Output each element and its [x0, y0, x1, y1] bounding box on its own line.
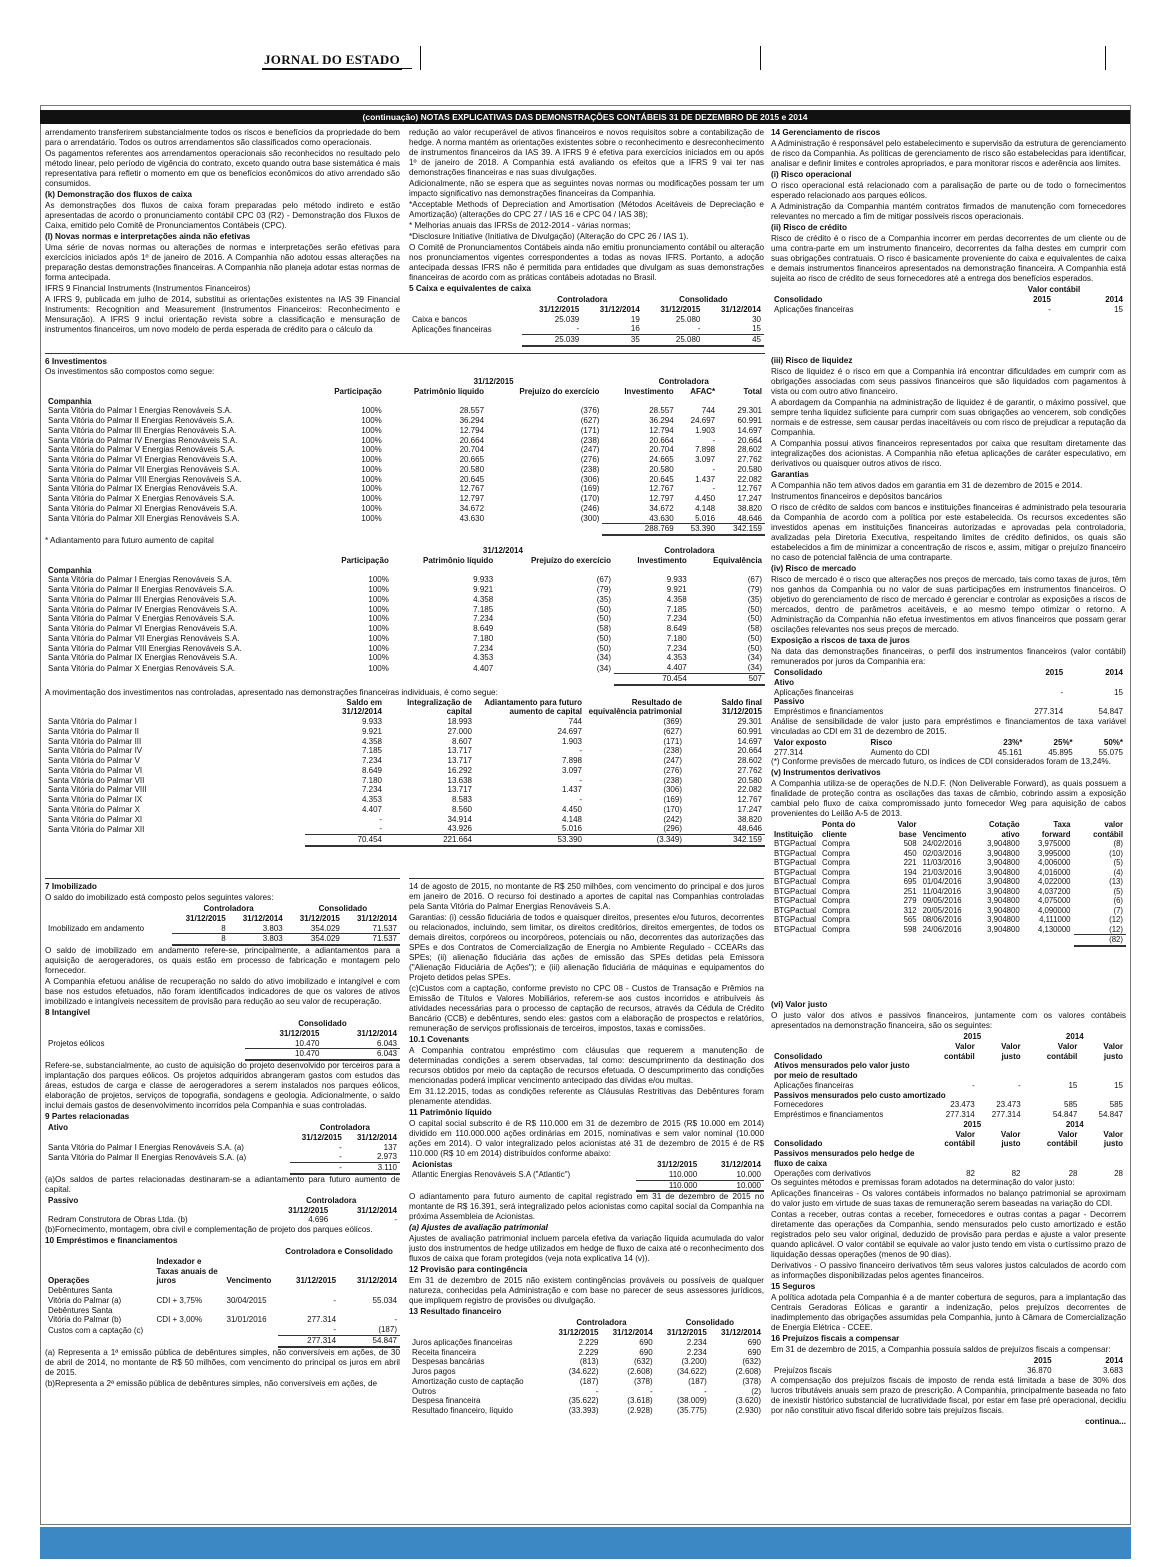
paragraph: Derivativos - O passivo financeiro derivativos têm seus valores justos calculados de acordo com as informações disponibilizadas pelos agentes financeiros. [771, 1261, 1126, 1281]
column-header: 31/12/2015 [539, 304, 580, 314]
divider [45, 353, 765, 354]
table-row: Santa Vitória do Palmar VII Energias Renováveis S.A. 100% 20.580 (238) 20.580 - 20.580 [48, 464, 762, 474]
heading-note-14: 14 Gerenciamento de riscos [771, 128, 881, 137]
table-row: Redram Construtora de Obras Ltda. (b) 4.696 - [48, 1215, 397, 1225]
column-header: 31/12/2015 [660, 304, 701, 314]
table-row: Debêntures Santa [48, 1286, 113, 1295]
table-row: BTGPactual Compra 279 09/05/2016 3,904800 4,075000 (6) [774, 896, 1123, 906]
investments-2015-table: 31/12/2015 Controladora Participação Patrimônio líquido Prejuízo do exercício Investimento AFAC* Total Companhia Santa Vitória do Palmar I Energias Renováveis S.A. 100% 28.557 (376) 28.557 744 29.301 Santa Vitória do Palmar II Energias Renováveis S.A. 100% 36.294 (627) 36.294 24.697 60.991 Santa Vitória do Palmar III Energias Renováveis S.A. 100% 12.794 (171) 12.794 1.903 14.697 Santa Vitória do Palmar IV Energias Renováveis S.A. 100% 20.664 (238) 20.664 - 20.664 Santa Vitória do Palmar V Energias Renováveis S.A. 100% 20.704 (247) 20.704 7.898 28.602 Santa Vitória do Palmar VI Energias Renováveis S.A. 100% 20.665 (276) 24.665 3.097 27.762 Santa Vitória do Palmar VII Energias Renováveis S.A. 100% 20.580 (238) 20.580 - 20.580 Santa Vitória do Palmar VIII Energias Renováveis S.A. 100% 20.645 (306) 20.645 1.437 22.082 Santa Vitória do Palmar IX Energias Renováveis S.A. 100% 12.767 (169) 12.767 - 12.767 Santa Vitória do Palmar X Energias Renováveis S.A. 100% 12.797 (170) 12.797 4.450 17.247 Santa Vitória do Palmar XI Energias Renováveis S.A. 100% 34.672 (246) 34.672 4.148 38.820 Santa Vitória do Palmar XII Energias Renováveis S.A. 100% 43.630 (300) 43.630 5.016 48.646 288.769 53.390 342.159 [45, 377, 765, 536]
table-row: BTGPactual Compra 695 01/04/2016 3,904800 4,022000 (13) [774, 877, 1123, 887]
heading-note-12: 12 Provisão para contingência [409, 1265, 528, 1275]
related-parties-liabilities-table: Passivo Controladora 31/12/2015 31/12/2014 Redram Construtora de Obras Ltda. (b) 4.696 - [45, 1196, 400, 1225]
column-header: 31/12/2014 [599, 304, 640, 314]
table-row: BTGPactual Compra 221 11/03/2016 3,904800 4,006000 (5) [774, 858, 1123, 868]
table-row: BTGPactual Compra 251 11/04/2016 3,904800 4,037200 (5) [774, 886, 1123, 896]
paragraph: A Companhia utiliza-se de operações de N.D.F. (Non Deliverable Forward), as quais possuem a finalidade de proteção contra as oscilações das taxas de câmbio, cobrindo assim a exposição cambial pelo fluxo de caixa compromissado junto fornecedor Weg para aquisição de cabos provenientes do Leilão A-5 de 2013. [771, 779, 1126, 819]
heading-note-9: 9 Partes relacionadas [45, 1112, 130, 1121]
heading-note-15: 15 Seguros [771, 1282, 816, 1292]
table-row: BTGPactual Compra 194 21/03/2016 3,904800 4,016000 (4) [774, 867, 1123, 877]
table-row: Fornecedores 23.473 23.473 585 585 [774, 1100, 1123, 1110]
table-row: Caixa e bancos 25.039 19 25.080 30 [412, 314, 761, 324]
investments-movement-table: Saldo em 31/12/2014 Integralização de capital Adiantamento para futuro aumento de capital Resultado de equivalência patrimonial Saldo final 31/12/2015 Santa Vitória do Palmar I 9.933 18.993 744 (369) 29.301 Santa Vitória do Palmar II 9.921 27.000 24.697 (627) 60.991 Santa Vitória do Palmar III 4.358 8.607 1.903 (171) 14.697 Santa Vitória do Palmar IV 7.185 13.717 - (238) 20.664 Santa Vitória do Palmar V 7.234 13.717 7.898 (247) 28.602 Santa Vitória do Palmar VI 8.649 16.292 3.097 (276) 27.762 Santa Vitória do Palmar VII 7.180 13.638 - (238) 20.580 Santa Vitória do Palmar VIII 7.234 13.717 1.437 (306) 22.082 Santa Vitória do Palmar IX 4.353 8.583 - (169) 12.767 Santa Vitória do Palmar X 4.407 8.560 4.450 (170) 17.247 Santa Vitória do Palmar XI - 34.914 4.148 (242) 38.820 Santa Vitória do Palmar XII - 43.926 5.016 (296) 48.646 70.454 221.664 53.390 (3.349) 342.159 [45, 698, 765, 847]
table-row: Santa Vitória do Palmar IV Energias Renováveis S.A. 100% 7.185 (50) 7.185 (50) [48, 604, 762, 614]
paragraph: 14 de agosto de 2015, no montante de R$ 250 milhões, com vencimento do principal e dos juros em janeiro de 2016. O recurso foi destinado a aportes de capital nas Companhias controladas pela Santa Vitória do Palmar Energias Renováveis S.A. [409, 882, 764, 911]
paragraph: (b)Representa a 2ª emissão pública de debêntures simples, não conversíveis em ações, de [45, 1378, 378, 1388]
heading-interest-exposure: Exposição a riscos de taxa de juros [771, 636, 910, 645]
table-total-row: 110.000 10.000 [409, 1180, 764, 1191]
table-row: BTGPactual Compra 598 24/06/2016 3,904800 4,130000 (12) [774, 924, 1123, 935]
note-6-investments [45, 350, 765, 870]
masthead-rule [262, 68, 412, 69]
paragraph: Uma série de novas normas ou alterações de normas e interpretações serão efetivas para exercícios iniciados após 1º de janeiro de 2016. A Companhia não adotou essas alterações na preparação destas demonstrações financeiras. A Companhia não planeja adotar estas normas de forma antecipada. [45, 243, 400, 282]
paragraph: Aplicações financeiras - Os valores contábeis informados no balanço patrimonial se aproximam do valor justo em virtude de suas taxas de remuneração serem baseadas na variação do CDI. [771, 1189, 1126, 1209]
paragraph: A compensação dos prejuízos fiscais de imposto de renda está limitada a base de 30% dos lucros tributáveis anuais sem prazo de prescrição. A Companhia, principalmente baseada no fato de inexistir histórico substancial de lucratividade fiscal, por estar em fase pré operacional, decidiu por não constituir ativo fiscal diferido sobre tais prejuízos fiscais. [771, 1375, 1126, 1415]
intangible-table: Consolidado 31/12/2015 31/12/2014 Projetos eólicos 10.470 6.043 10.470 6.043 [45, 1019, 400, 1061]
table-row: Santa Vitória do Palmar XII Energias Renováveis S.A. 100% 43.630 (300) 43.630 5.016 48.646 [48, 513, 762, 523]
table-row: Resultado financeiro, líquido (33.393) (2.928) (35.775) (2.930) [412, 1406, 761, 1415]
credit-risk-table: Valor contábil Consolidado 2015 2014 Aplicações financeiras - 15 [771, 285, 1126, 314]
column-2-lower [409, 875, 764, 1520]
table-total-row: 70.454 507 [45, 673, 765, 684]
masthead [40, 42, 1130, 72]
paragraph: A movimentação dos investimentos nas controladas, apresentado nas demonstrações financeiras individuais, é como segue: [45, 687, 498, 697]
heading-market-risk: (iv) Risco de mercado [771, 564, 857, 573]
paragraph: *Acceptable Methods of Depreciation and Amortisation (Métodos Aceitáveis de Depreciação e Amortização) (alterações do CPC 27 / IAS 16 e CPC 04 / IAS 38); [409, 200, 764, 219]
table-row: Santa Vitória do Palmar V 7.234 13.717 7.898 (247) 28.602 [48, 756, 762, 765]
table-row: Santa Vitória do Palmar II Energias Renováveis S.A. 100% 9.921 (79) 9.921 (79) [48, 585, 762, 594]
table-row: Receita financeira 2.229 690 2.234 690 [412, 1347, 761, 1357]
paragraph: A Companhia não tem ativos dados em garantia em 31 de dezembro de 2015 e 2014. [771, 481, 1083, 490]
paragraph: (c)Custos com a captação, conforme previsto no CPC 08 - Custos de Transação e Prêmios na Emissão de Títulos e Valores Mobiliários, referem-se aos custos incorridos e atribuíveis às atividades necessárias para o processo de captação de recursos, através da Cédula de Crédito Bancário (CCB) e debêntures, sendo eles: gastos com a elaboração de prospectos e relatórios, remuneração de serviços profissionais de terceiros, impostos, taxas e comissões. [409, 984, 764, 1033]
paragraph: O capital social subscrito é de R$ 110.000 em 31 de dezembro de 2015 (R$ 10.000 em 2014) dividido em 110.000.000 ações ordinárias em 2015, nominativas e sem valor nominal (10.000 ações em 2014). O valor integralizado pelos acionistas até 31 de dezembro de 2015 é de R$ 110.000 (R$ 10 em 2014) distribuídos conforme abaixo: [409, 1119, 764, 1158]
paragraph: Adicionalmente, não se espera que as seguintes novas normas ou modificações possam ter um impacto significativo nas demonstrações financeiras da Companhia. [409, 179, 764, 198]
table-total-row: - 3.110 [45, 1163, 400, 1174]
table-row: Santa Vitória do Palmar X 4.407 8.560 4.450 (170) 17.247 [48, 804, 762, 814]
table-row: Santa Vitória do Palmar I 9.933 18.993 744 (369) 29.301 [48, 717, 762, 726]
paragraph: O saldo de imobilizado em andamento refere-se, principalmente, a adiantamentos para a aquisição de aerogeradores, os quais estão em processo de fabricação e montagem pelo fornecedor. [45, 946, 400, 975]
table-row: Santa Vitória do Palmar II Energias Renováveis S.A. 100% 36.294 (627) 36.294 24.697 60.991 [48, 416, 762, 425]
paragraph: Em 31 de dezembro de 2015, a Companhia possuía saldos de prejuízos fiscais a compensar: [771, 1345, 1111, 1355]
table-row: Juros aplicações financeiras 2.229 690 2.234 690 [412, 1337, 761, 1347]
table-total-row: 70.454 221.664 53.390 (3.349) 342.159 [45, 835, 765, 846]
table-total-row: (82) [771, 935, 1126, 946]
interest-exposure-table: Consolidado 2015 2014 Ativo Aplicações financeiras - 15 Passivo Empréstimos e financiamentos 277.314 54.847 [771, 668, 1126, 717]
paragraph: A Administração da Companhia mantém contratos firmados de manutenção com fornecedores relevantes no mercado a fim de mitigar possíveis riscos operacionais. [771, 202, 1126, 221]
table-row: Amortização custo de captação (187) (378) (187) (378) [412, 1376, 761, 1386]
table-row: Projetos eólicos 10.470 6.043 [48, 1038, 397, 1048]
section-title-bar: (continuação) NOTAS EXPLICATIVAS DAS DEMONSTRAÇÕES CONTÁBEIS 31 DE DEZEMBRO DE 2015 e 2014 [40, 110, 1130, 124]
table-row: Imobilizado em andamento 8 3.803 354.029 71.537 [48, 923, 397, 933]
heading-note-6: 6 Investimentos [45, 357, 107, 366]
heading-derivatives: (v) Instrumentos derivativos [771, 768, 881, 778]
table-row: Santa Vitória do Palmar VI Energias Renováveis S.A. 100% 8.649 (58) 8.649 (58) [48, 624, 762, 633]
masthead-divider [760, 46, 761, 70]
paragraph: * Melhorias anuais das IFRSs de 2012-2014 - várias normas; [409, 221, 631, 230]
derivatives-table: Instituição Ponta do cliente Valor base Vencimento Cotação ativo Taxa forward valor contábil BTGPactual Compra 508 24/02/2016 3,904800 3,975000 (8) BTGPactual Compra 450 02/03/2016 3,904800 3,995000 (10) BTGPactual Compra 221 11/03/2016 3,904800 4,006000 (5) BTGPactual Compra 194 21/03/2016 3,904800 4,016000 (4) BTGPactual Compra 695 01/04/2016 3,904800 4,022000 (13) BTGPactual Compra 251 11/04/2016 3,904800 4,037200 (5) BTGPactual Compra 279 09/05/2016 3,904800 4,075000 (6) BTGPactual Compra 312 20/05/2016 3,904800 4,090000 (7) BTGPactual Compra 565 08/06/2016 3,904800 4,111000 (12) BTGPactual Compra 598 24/06/2016 3,904800 4,130000 (12) (82) [771, 820, 1126, 947]
paragraph: (a) Representa a 1ª emissão pública de debêntures simples, não conversíveis em ações, de 30 de abril de 2014, no montante de R$ 50 milhões, com vencimento do principal os juros em abril de 2015. [45, 1347, 400, 1377]
table-total-row: 10.470 6.043 [45, 1049, 400, 1060]
table-row: Atlantic Energias Renováveis S.A ("Atlantic") 110.000 10.000 [412, 1169, 761, 1180]
cash-equivalents-table [409, 295, 764, 347]
paragraph: O Comitê de Pronunciamentos Contábeis ainda não emitiu pronunciamento contábil ou alteração nos pronunciamentos vigentes correspondentes a todas as novas IFRS. Portanto, a adoção antecipada dessas IFRS não é permitida para entidades que divulgam as suas demonstrações financeiras de acordo com as práticas contábeis adotadas no Brasil. [409, 243, 764, 282]
table-row: Aplicações financeiras - 16 - 15 [412, 324, 761, 334]
table-row: Aplicações financeiras - 15 [774, 304, 1123, 314]
column-3-middle [771, 356, 1126, 998]
table-row: Debêntures Santa [48, 1305, 113, 1315]
table-row: Juros pagos (34.622) (2.608) (34.622) (2.608) [412, 1367, 761, 1376]
paragraph: O risco de crédito de saldos com bancos e instituições financeiras é administrado pela tesouraria da Companhia de acordo com a política por este estabelecida. Os recursos excedentes são investidos apenas em instituições financeiras autorizadas e aprovadas pela controladoria, avalizadas pela Diretoria Executiva, respeitando limites de crédito definidos, os quais são estabelecidos a fim de minimizar a concentração de riscos e, assim, mitigar o prejuízo financeiro no caso de potencial falência de uma contraparte. [771, 503, 1126, 562]
table-row: Empréstimos e financiamentos 277.314 54.847 [774, 707, 1123, 716]
table-row: Operações com derivativos 82 82 28 28 [774, 1168, 1123, 1178]
table-row: Despesas bancárias (813) (632) (3.200) (632) [412, 1357, 761, 1367]
table-row: Santa Vitória do Palmar III Energias Renováveis S.A. 100% 12.794 (171) 12.794 1.903 14.697 [48, 425, 762, 435]
paragraph: Análise de sensibilidade de valor justo para empréstimos e financiamentos de taxa variável vinculadas ao CDI em 31 de dezembro de 2015. [771, 716, 1126, 736]
table-row: Santa Vitória do Palmar VI Energias Renováveis S.A. 100% 20.665 (276) 24.665 3.097 27.762 [48, 455, 762, 464]
column-3-top [771, 128, 1126, 356]
table-row: Santa Vitória do Palmar II 9.921 27.000 24.697 (627) 60.991 [48, 726, 762, 736]
related-parties-table: Ativo Controladora 31/12/2015 31/12/2014 Santa Vitória do Palmar I Energias Renováveis S.A. (a) - 137 Santa Vitória do Palmar II Energias Renováveis S.A. (a) - 2.973 - 3.110 [45, 1123, 400, 1175]
fair-value-table: 2015 2014 Consolidado Valor contábil Valor justo Valor contábil Valor justo Ativos mensurados pelo valor justo por meio de resultado Aplicações financeiras - - 15 15 Passivos mensurados pelo custo amortizado Fornecedores 23.473 23.473 585 585 Empréstimos e financiamentos 277.314 277.314 54.847 54.847 [771, 1032, 1126, 1120]
table-total-row: 288.769 53.390 342.159 [45, 524, 765, 535]
table-row: Santa Vitória do Palmar II Energias Renováveis S.A. (a) - 2.973 [48, 1152, 397, 1162]
table-row: Santa Vitória do Palmar IX Energias Renováveis S.A. 100% 12.767 (169) 12.767 - 12.767 [48, 484, 762, 494]
paragraph: Em 31.12.2015, todas as condições referente as Cláusulas Restritivas das Debêntures foram plenamente atendidas. [409, 1087, 764, 1106]
column-header: 31/12/2014 [720, 304, 761, 314]
table-row: Vitória do Palmar (b) CDI + 3,00% 31/01/2016 277.314 - [48, 1315, 397, 1325]
heading-operational-risk: (i) Risco operacional [771, 170, 852, 179]
table-row: Santa Vitória do Palmar IV Energias Renováveis S.A. 100% 20.664 (238) 20.664 - 20.664 [48, 435, 762, 445]
heading-note-5: 5 Caixa e equivalentes de caixa [409, 284, 531, 293]
table-row: Santa Vitória do Palmar XI - 34.914 4.148 (242) 38.820 [48, 814, 762, 824]
column-1-top [45, 128, 400, 348]
paragraph: *Disclosure Initiative (Initiativa de Divulgação) (Alteração do CPC 26 / IAS 1). [409, 232, 689, 241]
paragraph: Ajustes de avaliação patrimonial incluem parcela efetiva da variação líquida acumulada do valor justo dos instrumentos de hedge utilizados em hedge de fluxo de caixa até o reconhecimento dos fluxos de caixa que foram protegidos (veja nota explicativa 14 (v)). [409, 1234, 764, 1264]
table-row: Santa Vitória do Palmar X Energias Renováveis S.A. 100% 12.797 (170) 12.797 4.450 17.247 [48, 494, 762, 503]
table-row: Santa Vitória do Palmar VI 8.649 16.292 3.097 (276) 27.762 [48, 765, 762, 775]
loans-table: Controladora e Consolidado Operações Indexador e Taxas anuais de juros Vencimento 31/12/2015 31/12/2014 Debêntures Santa Vitória do Palmar (a) CDI + 3,75% 30/04/2015 - 55.034 Debêntures Santa Vitória do Palmar (b) CDI + 3,00% 31/01/2016 277.314 - Custos com a captação (c) - (187) 277.314 54.847 [45, 1247, 400, 1348]
heading-note-8: 8 Intangível [45, 1008, 91, 1017]
table-row: Aplicações financeiras - 15 [774, 687, 1123, 697]
table-total-row: 277.314 54.847 [45, 1335, 400, 1346]
table-row: Santa Vitória do Palmar I Energias Renováveis S.A. (a) - 137 [48, 1142, 397, 1152]
paragraph: O justo valor dos ativos e passivos financeiros, juntamente com os valores contábeis apresentados na demonstração financeira, são os seguintes: [771, 1011, 1126, 1030]
table-row: Santa Vitória do Palmar I Energias Renováveis S.A. 100% 28.557 (376) 28.557 744 29.301 [48, 406, 762, 416]
investments-2014-table: 31/12/2014 Controladora Participação Patrimônio líquido Prejuízo do exercício Investimento Equivalência Companhia Santa Vitória do Palmar I Energias Renováveis S.A. 100% 9.933 (67) 9.933 (67) Santa Vitória do Palmar II Energias Renováveis S.A. 100% 9.921 (79) 9.921 (79) Santa Vitória do Palmar III Energias Renováveis S.A. 100% 4.358 (35) 4.358 (35) Santa Vitória do Palmar IV Energias Renováveis S.A. 100% 7.185 (50) 7.185 (50) Santa Vitória do Palmar V Energias Renováveis S.A. 100% 7.234 (50) 7.234 (50) Santa Vitória do Palmar VI Energias Renováveis S.A. 100% 8.649 (58) 8.649 (58) Santa Vitória do Palmar VII Energias Renováveis S.A. 100% 7.180 (50) 7.180 (50) Santa Vitória do Palmar VIII Energias Renováveis S.A. 100% 7.234 (50) 7.234 (50) Santa Vitória do Palmar IX Energias Renováveis S.A. 100% 4.353 (34) 4.353 (34) Santa Vitória do Palmar X Energias Renováveis S.A. 100% 4.407 (34) 4.407 (34) 70.454 507 [45, 546, 765, 686]
paragraph: arrendamento transferirem substancialmente todos os riscos e benefícios da propriedade do bem para o arrendatário. Todos os outros arrendamentos são classificados como operacionais. [45, 128, 400, 147]
footnote: * Adiantamento para futuro aumento de capital [45, 536, 214, 545]
table-row: Santa Vitória do Palmar VII Energias Renováveis S.A. 100% 7.180 (50) 7.180 (50) [48, 633, 762, 643]
continued-label: continua... [1085, 1416, 1126, 1426]
paragraph: A Companhia contratou empréstimo com cláusulas que requerem a manutenção de determinadas condições a serem observadas, tal como: descumprimento da destinação dos recursos obtidos por meio da captação de recursos efetuada. O descumprimento das condições mencionadas poderá implicar vencimento antecipado das dívidas e/ou multas. [409, 1046, 764, 1085]
table-row: Santa Vitória do Palmar III Energias Renováveis S.A. 100% 4.358 (35) 4.358 (35) [48, 594, 762, 604]
newspaper-logo: JORNAL DO ESTADO [262, 52, 402, 70]
heading-credit-risk: (ii) Risco de crédito [771, 223, 847, 232]
shareholders-table: Acionistas 31/12/2015 31/12/2014 Atlantic Energias Renováveis S.A ("Atlantic") 110.000 10.000 110.000 10.000 [409, 1160, 764, 1192]
table-row: Santa Vitória do Palmar III 4.358 8.607 1.903 (171) 14.697 [48, 736, 762, 746]
paragraph: Os pagamentos referentes aos arrendamentos operacionais são reconhecidos no resultado pelo método linear, pelo período de vigência do contrato, exceto quando outra base sistemática é mais representativa para refletir o momento em que os benefícios econômicos do ativo arrendado são consumidos. [45, 149, 400, 188]
table-row: Empréstimos e financiamentos 277.314 277.314 54.847 54.847 [774, 1110, 1123, 1119]
table-row: Santa Vitória do Palmar V Energias Renováveis S.A. 100% 20.704 (247) 20.704 7.898 28.602 [48, 445, 762, 455]
paragraph: Os seguintes métodos e premissas foram adotados na determinação do valor justo: [771, 1178, 1075, 1188]
table-row: BTGPactual Compra 312 20/05/2016 3,904800 4,090000 (7) [774, 905, 1123, 915]
table-row: Santa Vitória do Palmar IX 4.353 8.583 - (169) 12.767 [48, 795, 762, 804]
heading-note-7: 7 Imobilizado [45, 882, 97, 891]
table-row: Vitória do Palmar (a) CDI + 3,75% 30/04/2015 - 55.034 [48, 1295, 397, 1305]
paragraph: A Companhia efetuou análise de recuperação no saldo do ativo imobilizado e intangível e com base nos estudos efetuados, não foram identificados indicadores de que os valores de ativos imobilizado e intangíveis necessitem de provisão para redução ao seu valor de recuperação. [45, 977, 400, 1006]
sensitivity-table: Valor exposto Risco 23%* 25%* 50%* 277.314 Aumento do CDI 45.161 45.895 55.075 [771, 738, 1126, 758]
paragraph: O adiantamento para futuro aumento de capital registrado em 31 de dezembro de 2015 no montante de R$ 16.391, será integralizado pelos acionistas como capital social da Companhia na próxima Assembleia de Acionistas. [409, 1192, 764, 1222]
paragraph: Garantias: (i) cessão fiduciária de todos e quaisquer direitos, presentes e/ou futuros, decorrentes ou relacionados, incluindo, sem limitar, os direitos creditórios, direitos emergentes, de todos os demais direitos, corpóreos ou incorpóreos, potenciais ou não, decorrentes das autorizações das SPEs e dos Contratos de Comercialização de Energia no Ambiente Regulado - CCEARs das SPEs; (ii) alienação fiduciária das ações de emissão das SPEs detidas pela Emissora ("Alienação Fiduciária de Ações"); e (iii) alienação fiduciária de máquinas e equipamentos do Projeto detidos pelas SPEs. [409, 913, 764, 982]
table-row: Prejuízos fiscais 36.870 3.683 [774, 1366, 1123, 1375]
table-row: BTGPactual Compra 565 08/06/2016 3,904800 4,111000 (12) [774, 915, 1123, 925]
paragraph: As demonstrações dos fluxos de caixa foram preparadas pelo método indireto e estão apresentadas de acordo o pronunciamento contábil CPC 03 (R2) - Demonstração dos Fluxos de Caixa, emitido pelo Comitê de Pronunciamentos Contábeis (CPC). [45, 201, 400, 230]
heading-valuation-adjustments: (a) Ajustes de avaliação patrimonial [409, 1223, 548, 1233]
footnote: (*) Conforme previsões de mercado futuro, os índices de CDI considerados foram de 13,24%. [771, 757, 1111, 767]
column-2-top [409, 128, 764, 348]
table-row: Santa Vitória do Palmar I Energias Renováveis S.A. 100% 9.933 (67) 9.933 (67) [48, 575, 762, 585]
table-row: Santa Vitória do Palmar VIII Energias Renováveis S.A. 100% 7.234 (50) 7.234 (50) [48, 643, 762, 653]
table-total-row: 25.039 35 25.080 45 [409, 335, 764, 346]
heading-cash-flow: (k) Demonstração dos fluxos de caixa [45, 190, 192, 199]
table-row: BTGPactual Compra 508 24/02/2016 3,904800 3,975000 (8) [774, 839, 1123, 849]
group-header: Consolidado [679, 295, 728, 304]
heading-covenants: 10.1 Covenants [409, 1035, 470, 1044]
paragraph: Risco de mercado é o risco que alterações nos preços de mercado, tais como taxas de juros, têm nos ganhos da Companhia ou no valor de suas participações em instrumentos financeiros. O objetivo do gerenciamento de risco de mercado é gerenciar e controlar as exposições a riscos de mercados, dentro de parâmetros aceitáveis, e ao mesmo tempo otimizar o retorno. A Administração da Companhia não efetua investimentos em ativos financeiros que possam gerar oscilações relevantes nos seus preços de mercado. [771, 575, 1126, 634]
table-row: Santa Vitória do Palmar IX Energias Renováveis S.A. 100% 4.353 (34) 4.353 (34) [48, 653, 762, 663]
paragraph: IFRS 9 Financial Instruments (Instrumentos Financeiros) [45, 284, 251, 293]
column-1-lower [45, 875, 400, 1520]
heading-note-10: 10 Empréstimos e financiamentos [45, 1236, 178, 1245]
paragraph: Em 31 de dezembro de 2015 não existem contingências prováveis ou possíveis de qualquer natureza, conhecidas pela Administração e com base no parecer de seus assessores jurídicos, que impliquem registro de provisões ou divulgação. [409, 1276, 764, 1306]
paragraph: A política adotada pela Companhia é a de manter cobertura de seguros, para a implantação das Centrais Geradoras Eólicas e garantir a indenização, pelos prejuízos decorrentes de inadimplemento das obrigações assumidas pela Companhia, junto à Câmara de Comercialização de Energia Elétrica - CCEE. [771, 1293, 1126, 1333]
paragraph: A IFRS 9, publicada em julho de 2014, substitui as orientações existentes na IAS 39 Financial Instruments: Recognition and Measurement (Instrumentos Financeiros: Reconhecimento e Mensuração). A IFRS 9 inclui orientação revista sobre a classificação e mensuração de instrumentos financeiros, um novo modelo de perda esperada de crédito para o cálculo da [45, 295, 400, 334]
heading-note-16: 16 Prejuízos fiscais a compensar [771, 1334, 900, 1344]
paragraph: O saldo do imobilizado está composto pelos seguintes valores: [45, 893, 274, 902]
paragraph: A abordagem da Companhia na administração de liquidez é de garantir, o máximo possível, que sempre tenha liquidez suficiente para cumprir com suas obrigações ao vencerem, sob condições normais e de estresse, sem causar perdas inaceitáveis ou com risco de prejudicar a reputação da Companhia. [771, 398, 1126, 437]
paragraph: redução ao valor recuperável de ativos financeiros e novos requisitos sobre a contabilização de hedge. A norma mantém as orientações existentes sobre o reconhecimento e desreconhecimento de instrumentos financeiros da IAS 39. A IFRS 9 é efetiva para exercícios iniciados em ou após 1º de janeiro de 2018. A Companhia está avaliando os efeitos que a IFRS 9 vai ter nas demonstrações financeiras e nas suas divulgações. [409, 128, 764, 177]
heading-guarantees: Garantias [771, 470, 809, 479]
table-row: BTGPactual Compra 450 02/03/2016 3,904800 3,995000 (10) [774, 848, 1123, 858]
table-row: Santa Vitória do Palmar VIII 7.234 13.717 1.437 (306) 22.082 [48, 785, 762, 795]
masthead-divider [420, 46, 421, 70]
table-row: Santa Vitória do Palmar VIII Energias Renováveis S.A. 100% 20.645 (306) 20.645 1.437 22.082 [48, 474, 762, 484]
footer-band [40, 1527, 1131, 1559]
paragraph: Instrumentos financeiros e depósitos bancários [771, 492, 943, 501]
paragraph: Na data das demonstrações financeiras, o perfil dos instrumentos financeiros (valor contábil) remunerados por juros da Companhia era: [771, 647, 1126, 666]
heading-new-standards: (l) Novas normas e interpretações ainda não efetivas [45, 232, 251, 241]
group-header: Controladora [557, 295, 608, 304]
table-row: Aplicações financeiras - - 15 15 [774, 1080, 1123, 1090]
paragraph: O risco operacional está relacionado com a paralisação de parte ou de todo o fornecimentos esperado relacionado aos parques eólicos. [771, 181, 1126, 200]
table-row: Outros - - - (2) [412, 1386, 761, 1396]
table-row: Santa Vitória do Palmar VII 7.180 13.638 - (238) 20.580 [48, 775, 762, 785]
paragraph: Os investimentos são compostos como segue: [45, 367, 215, 376]
heading-fair-value: (vi) Valor justo [771, 1000, 828, 1009]
heading-note-11: 11 Patrimônio líquido [409, 1108, 492, 1117]
paragraph: Contas a receber, outras contas a receber, fornecedores e outras contas a pagar - Decorrem diretamente das operações da Companhia, sendo mensurados pelo custo amortizado e estão registrados pelo seu valor original, deduzido de provisão para perdas e ajuste a valor presente quando aplicável. O valor contábil se equivale ao valor justo tendo em vista o curtíssimo prazo de liquidação dessas operações (menos de 90 dias). [771, 1210, 1126, 1260]
fair-value-hedge-table: 2015 2014 Consolidado Valor contábil Valor justo Valor contábil Valor justo Passivos mensurados pelo hedge de fluxo de caixa Operações com derivativos 82 82 28 28 [771, 1120, 1126, 1179]
paragraph: (a)Os saldos de partes relacionadas destinaram-se a adiantamento para futuro aumento de capital. [45, 1174, 400, 1194]
column-3-lower [771, 1000, 1126, 1520]
paragraph: Risco de crédito é o risco de a Companhia incorrer em perdas decorrentes de um cliente ou de uma contra-parte em um instrumento financeiro, decorrentes da falha destes em cumprir com suas obrigações contratuais. O risco é basicamente proveniente do caixa e equivalentes de caixa e demais instrumentos financeiros apresentados na demonstração financeira. A Companhia está sujeita ao risco de crédito de seus fornecedores até a entrega dos benefícios esperados. [771, 234, 1126, 283]
table-row: Santa Vitória do Palmar V Energias Renováveis S.A. 100% 7.234 (50) 7.234 (50) [48, 614, 762, 624]
table-row: Despesa financeira (35.622) (3.618) (38.009) (3.620) [412, 1396, 761, 1406]
table-row: Custos com a captação (c) - (187) [48, 1325, 397, 1335]
table-row: Santa Vitória do Palmar XII - 43.926 5.016 (296) 48.646 [48, 824, 762, 834]
table-row: 277.314 Aumento do CDI 45.161 45.895 55.075 [774, 747, 1123, 757]
tax-losses-table: 2015 2014 Prejuízos fiscais 36.870 3.683 [771, 1356, 1126, 1376]
table-row: Santa Vitória do Palmar X Energias Renováveis S.A. 100% 4.407 (34) 4.407 (34) [48, 663, 762, 673]
fixed-assets-table: Controladora Consolidado 31/12/2015 31/12/2014 31/12/2015 31/12/2014 Imobilizado em andamento 8 3.803 354.029 71.537 8 3.803 354.029 71.537 [45, 904, 400, 946]
table-row: Santa Vitória do Palmar XI Energias Renováveis S.A. 100% 34.672 (246) 34.672 4.148 38.820 [48, 503, 762, 513]
paragraph: Risco de liquidez é o risco em que a Companhia irá encontrar dificuldades em cumprir com as obrigações associadas com seus passivos financeiros que são liquidados com pagamentos à vista ou com outro ativo financeiro. [771, 367, 1126, 396]
financial-result-table: Controladora Consolidado 31/12/2015 31/12/2014 31/12/2015 31/12/2014 Juros aplicações financeiras 2.229 690 2.234 690 Receita financeira 2.229 690 2.234 690 Despesas bancárias (813) (632) (3.200) (632) Juros pagos (34.622) (2.608) (34.622) (2.608) Amortização custo de captação (187) (378) (187) (378) Outros - - - (2) Despesa financeira (35.622) (3.618) (38.009) (3.620) Resultado financeiro, líquido (33.393) (2.928) (35.775) (2.930) [409, 1318, 764, 1416]
table-row: Santa Vitória do Palmar IV 7.185 13.717 - (238) 20.664 [48, 746, 762, 756]
paragraph: A Administração é responsável pelo estabelecimento e supervisão da estrutura de gerenciamento de risco da Companhia. As políticas de gerenciamento de risco são estabelecidas para identificar, analisar e definir limites e controles apropriados, e para monitorar riscos e aderência aos limites. [771, 139, 1126, 168]
paragraph: (b)Fornecimento, montagem, obra civil e complementação de projeto dos parques eólicos. [45, 1225, 373, 1234]
heading-note-13: 13 Resultado financeiro [409, 1307, 502, 1317]
heading-liquidity-risk: (iii) Risco de liquidez [771, 356, 853, 365]
divider [45, 878, 400, 879]
table-total-row: 8 3.803 354.029 71.537 [45, 934, 400, 945]
paragraph: A Companhia possui ativos financeiros representados por caixa que resultam diretamente das integralizações dos acionistas. A Companhia não efetua aplicações de caráter especulativo, em derivativos ou quaisquer outros ativos de risco. [771, 439, 1126, 468]
divider [409, 878, 764, 879]
masthead-divider [1105, 46, 1106, 70]
paragraph: Refere-se, substancialmente, ao custo de aquisição do projeto desenvolvido por terceiros para a implantação dos parques eólicos. Os projetos adquiridos abrangeram gastos com estudos das áreas, estudos de carga e classe de aerogeradores a serem instalados nos parques eólicos, elaboração de projetos, serviços de topografia, sondagens e geologia. Adicionalmente, o saldo inclui demais gastos de desenvolvimento incorridos pela Companhia e suas controladas. [45, 1061, 400, 1110]
